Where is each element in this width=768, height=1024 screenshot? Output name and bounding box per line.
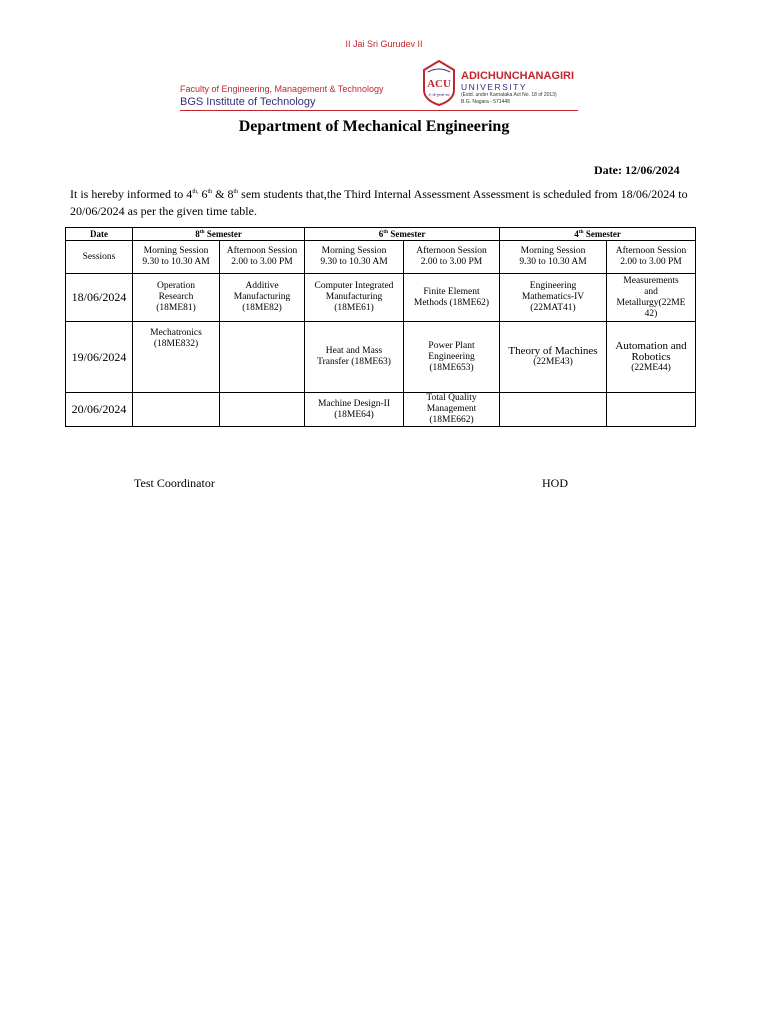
test-coordinator-signature: Test Coordinator [134,476,215,490]
session-afternoon: Afternoon Session 2.00 to 3.00 PM [404,241,500,274]
header-divider [180,110,578,111]
exam-cell-empty [133,393,220,427]
table-row [66,393,696,427]
session-afternoon: Afternoon Session 2.00 to 3.00 PM [607,241,696,274]
exam-cell-empty [220,322,305,393]
session-morning: Morning Session 9.30 to 10.30 AM [500,241,607,274]
row-date: 18/06/2024 [66,274,133,322]
exam-cell: Machine Design-II (18ME64) [305,393,404,427]
session-morning: Morning Session 9.30 to 10.30 AM [133,241,220,274]
timetable [65,227,696,427]
exam-cell: Power Plant Engineering (18ME653) [404,322,500,393]
intro-paragraph: It is hereby informed to $4^{th,}$ 6th & 8th sem students that,the Third Internal Assessment Assessment is scheduled from 18/06/2024 to 20/06/2024 as per the given time table. [70,187,688,218]
session-morning: Morning Session 9.30 to 10.30 AM [305,241,404,274]
logo-motto: ॐ श्री गुरुभ्यो नमः [428,93,450,97]
exam-cell: Finite Element Methods (18ME62) [404,274,500,322]
exam-cell: Theory of Machines (22ME43) [500,322,607,393]
faculty-name: Faculty of Engineering, Management & Technology [180,84,384,94]
row-date: 20/06/2024 [66,393,133,427]
exam-cell: Engineering Mathematics-IV (22MAT41) [500,274,607,322]
exam-cell-empty [220,393,305,427]
semester-4-header: 4th Semester [500,228,696,241]
date-header: Date [66,228,133,241]
institute-name: BGS Institute of Technology [180,96,316,108]
table-row [66,322,696,393]
semester-6-header: 6th Semester [305,228,500,241]
exam-cell: Measurements and Metallurgy(22ME 42) [607,274,696,322]
session-afternoon: Afternoon Session 2.00 to 3.00 PM [220,241,305,274]
row-date: 19/06/2024 [66,322,133,393]
university-name: ADICHUNCHANAGIRI [461,70,575,82]
exam-cell: Total Quality Management (18ME662) [404,393,500,427]
notice-date: Date: 12/06/2024 [594,163,680,177]
department-title: Department of Mechanical Engineering [238,118,510,135]
exam-cell: Heat and Mass Transfer (18ME63) [305,322,404,393]
exam-cell: Additive Manufacturing (18ME82) [220,274,305,322]
exam-cell: Mechatronics (18ME832) [133,322,220,393]
exam-cell: Computer Integrated Manufacturing (18ME61) [305,274,404,322]
table-row [66,274,696,322]
sessions-label: Sessions [66,241,133,274]
exam-cell: Operation Research (18ME81) [133,274,220,322]
exam-cell-empty [607,393,696,427]
motto-text: II Jai Sri Gurudev II [345,39,423,49]
exam-cell: Automation and Robotics (22ME44) [607,322,696,393]
university-place: B.G. Nagara - 571448 [461,99,510,105]
hod-signature: HOD [542,476,568,490]
university-logo [421,60,457,106]
university-subtitle: UNIVERSITY [461,82,528,92]
university-act: (Estd. under Karnataka Act No. 18 of 2013) [461,92,557,98]
semester-8-header: 8th Semester [133,228,305,241]
logo-letters: ACU [427,78,451,90]
exam-cell-empty [500,393,607,427]
